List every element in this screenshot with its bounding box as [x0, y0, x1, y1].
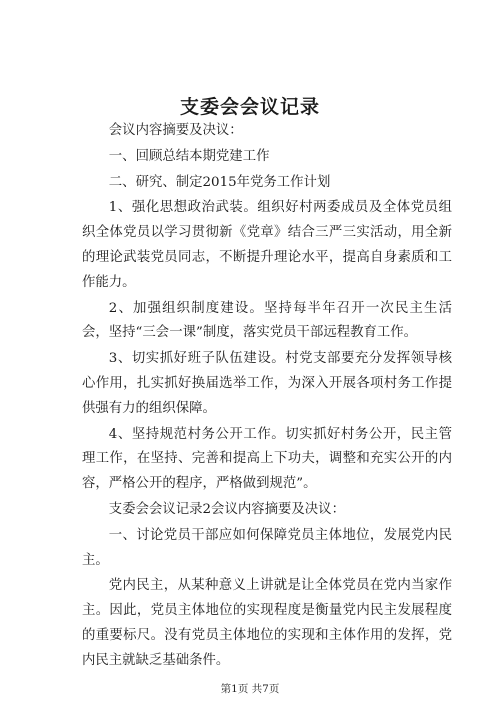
paragraph-item-1: 一、回顾总结本期党建工作	[108, 148, 270, 164]
page-number: 第1页 共7页	[220, 683, 280, 695]
paragraph-democracy: 党内民主，从某种意义上讲就是让全体党员在党内当家作主。因此，党员主体地位的实现程度是衡量党内民主发展程度的重要标尺。没有党员主体地位的实现和主体作用的发挥，党内民主就缺乏基础条件。	[82, 578, 452, 668]
paragraph-point-1: 1、强化思想政治武装。组织好村两委成员及全体党员组织全体党员以学习贯彻新《党章》结合三严三实活动，用全新的理论武装党员同志，不断提升理论水平，提高自身素质和工作能力。	[82, 200, 452, 290]
paragraph-point-4: 4、坚持规范村务公开工作。切实抓好村务公开，民主管理工作，在坚持、完善和提高上下功夫，调整和充实公开的内容，严格公开的程序，严格做到规范”。	[82, 426, 452, 492]
paragraph-discussion-1: 一、讨论党员干部应如何保障党员主体地位，发展党内民主。	[82, 527, 452, 568]
paragraph-record-2-heading: 支委会会议记录2会议内容摘要及决议：	[108, 501, 345, 517]
paragraph-item-2: 二、研究、制定2015年党务工作计划	[108, 174, 331, 190]
document-title: 支委会会议记录	[179, 96, 320, 118]
paragraph-summary-heading: 会议内容摘要及决议：	[108, 123, 243, 138]
paragraph-point-2: 2、加强组织制度建设。坚持每半年召开一次民主生活会，坚持“三会一课”制度，落实党员干部远程教育工作。	[82, 300, 452, 341]
document-body	[82, 119, 452, 674]
paragraph-point-3: 3、切实抓好班子队伍建设。村党支部要充分发挥领导核心作用，扎实抓好换届选举工作，为深入开展各项村务工作提供强有力的组织保障。	[82, 351, 452, 416]
